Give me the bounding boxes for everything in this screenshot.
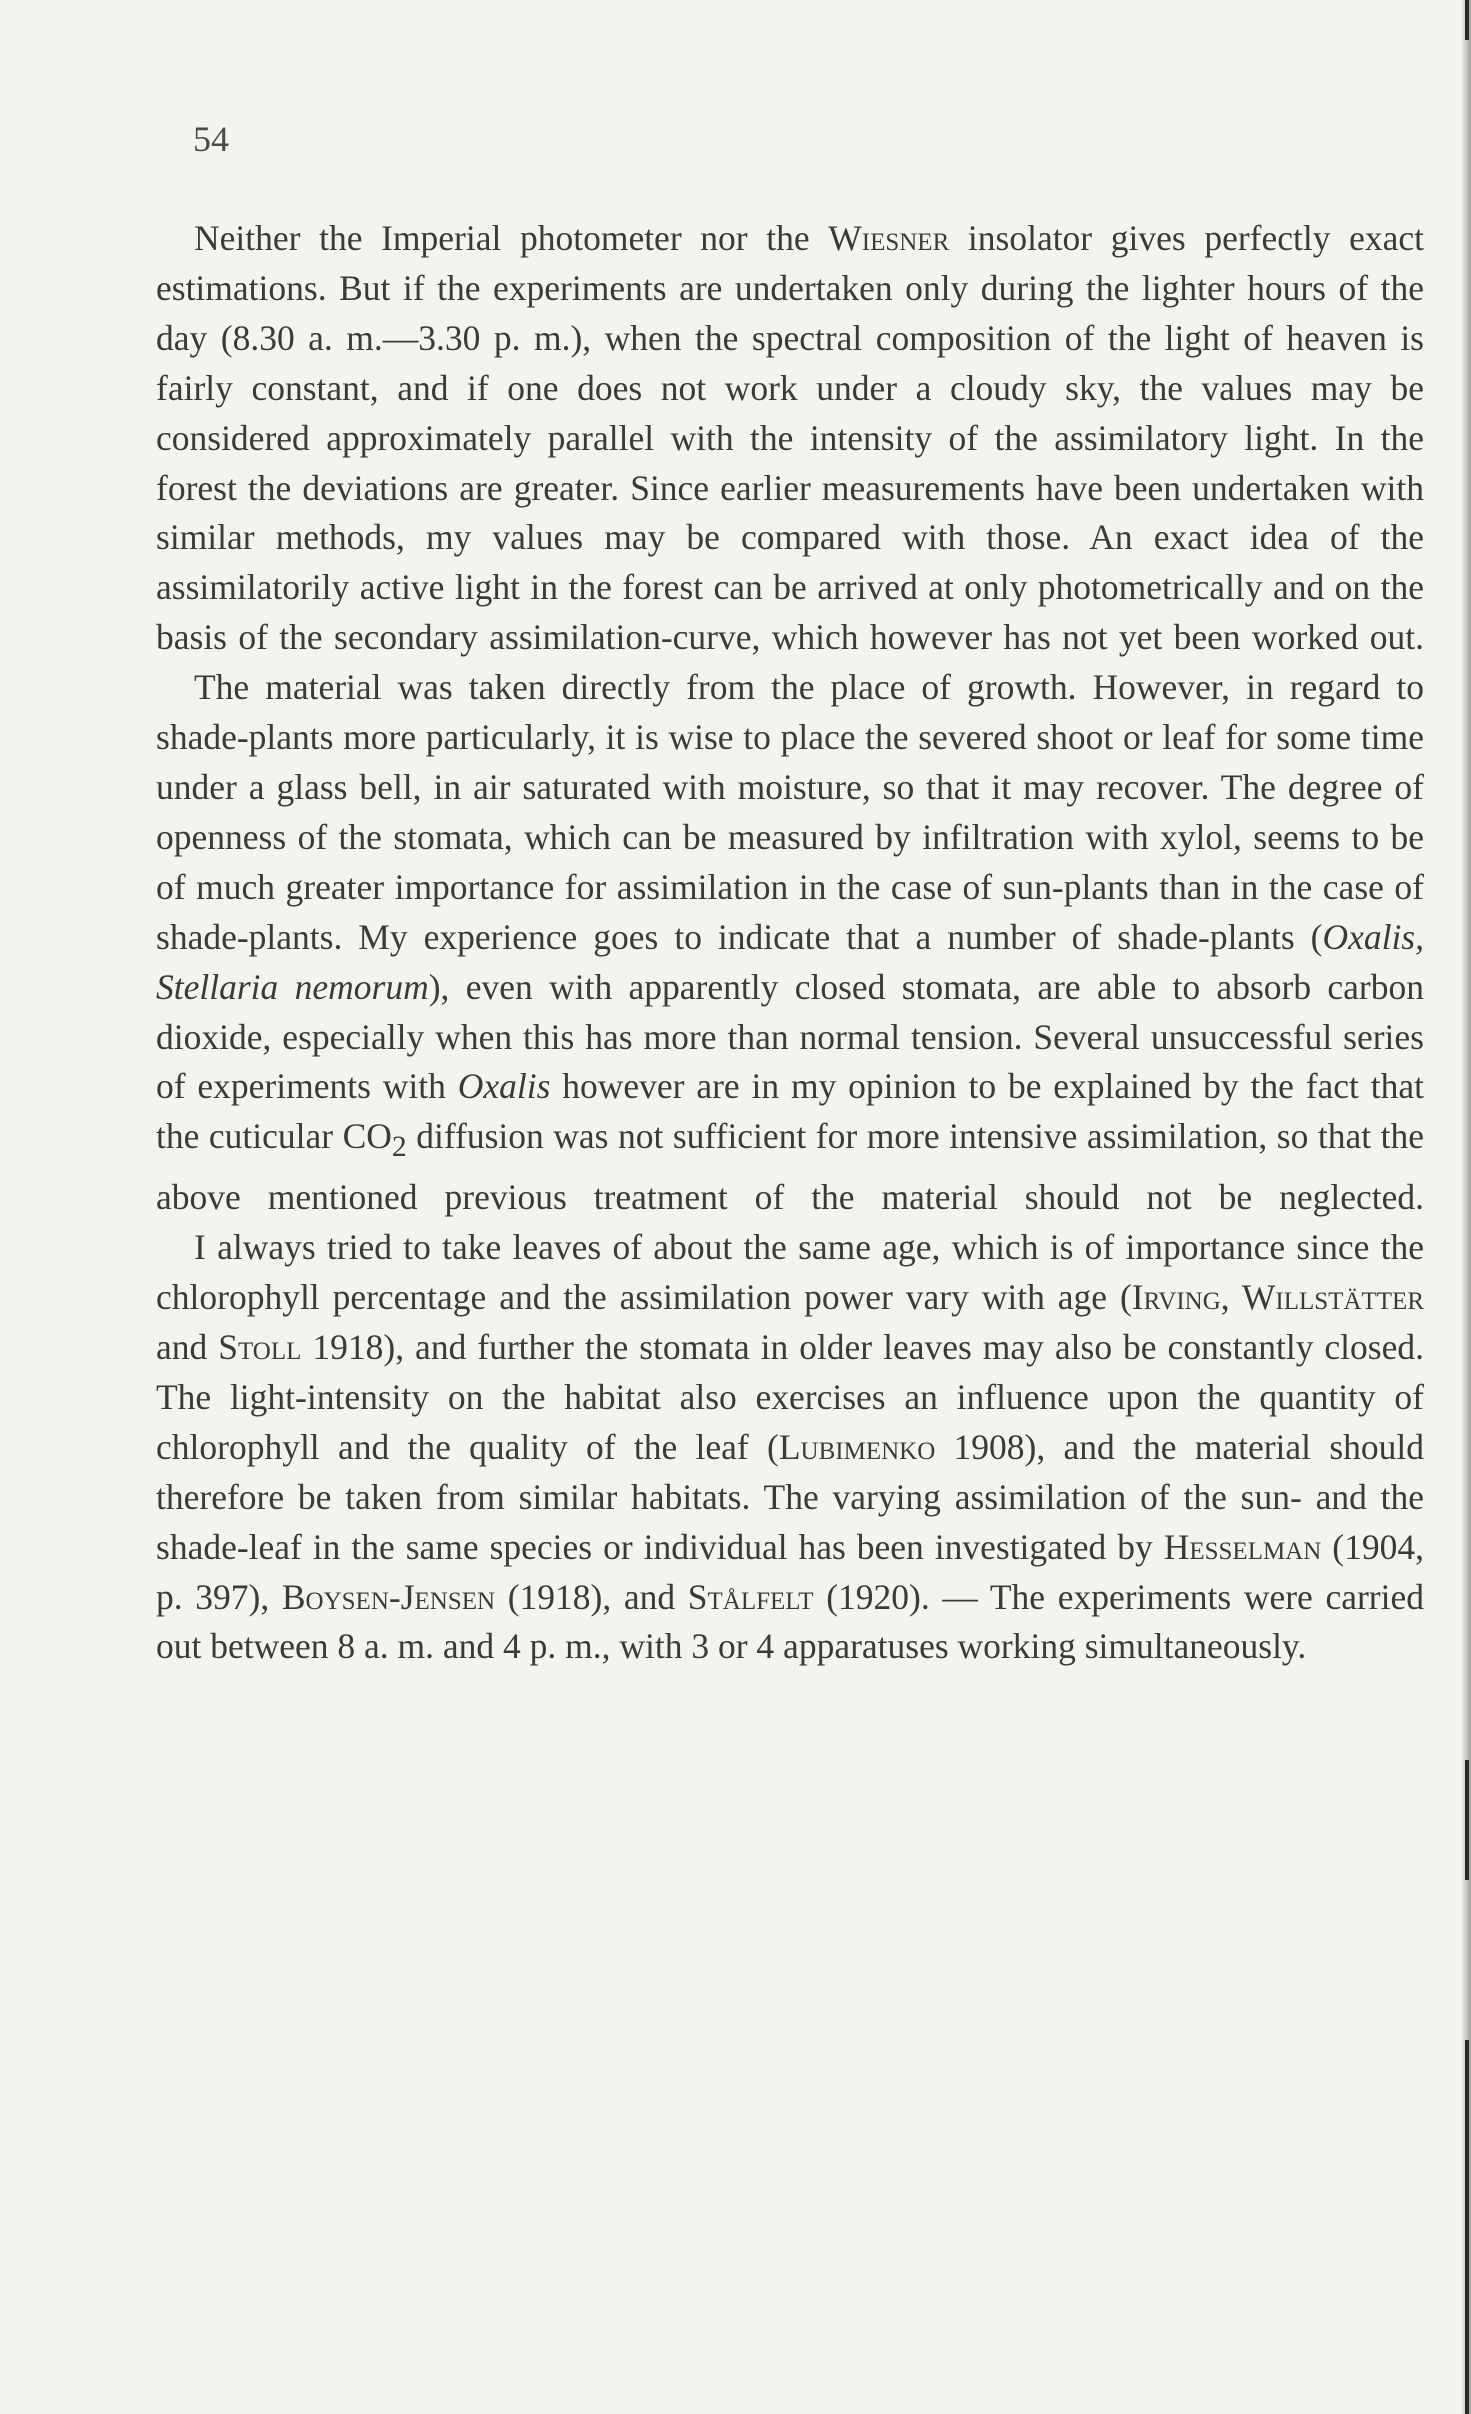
text-segment: 1908), and the material should therefore be taken from similar habitats. The varying assimilation of the sun- and the shade-leaf in the same species or individual has been investigated by [156,1426,1424,1567]
page-edge-mark [1465,2040,1469,2414]
text-segment: (1904, p. 397), [156,1526,1424,1617]
page-number: 54 [193,119,229,159]
author-name: Lubimenko [778,1426,936,1467]
author-name: Boysen-Jensen [281,1576,496,1617]
subscript: 2 [391,1131,407,1164]
author-name: Wiesner [828,218,950,258]
text-segment: I always tried to take leaves of about the same age, which is of importance since the chlorophyll percentage and the assimilation power vary with age ( [156,1227,1424,1318]
text-segment: insolator gives perfectly exact estimations. But if the experiments are undertaken only during the lighter hours of the day (8.30 a. m.—3.30 p. m.), when the spectral composition of the light of heaven is fairly constant, and if one does not work under a cloudy sky, the values may be considered approximately parallel with the intensity of the assimilatory light. In the forest the deviations are greater. Since earlier measurements have been undertaken with similar methods, my values may be compared with those. An exact idea of the assimilatorily active light in the forest can be arrived at only photometrically and on the basis of the secondary assimilation-curve, which however has not yet been worked out. [156,218,1424,658]
text-segment: ), even with apparently closed stomata, are able to absorb carbon dioxide, especially when this has more than normal tension. Several unsuccessful series of experiments with [156,966,1424,1107]
author-name: Hesselman [1163,1526,1322,1567]
text-segment: (1920). — The experiments were carried out between 8 a. m. and 4 p. m., with 3 or 4 apparatuses working simultaneously. [156,1576,1424,1667]
text-segment: The material was taken directly from the place of growth. However, in regard to shade-plants more particularly, it is wise to place the severed shoot or leaf for some time under a glass bell, in air saturated with moisture, so that it may recover. The degree of openness of the stomata, which can be measured by infiltration with xylol, seems to be of much greater importance for assimilation in the case of sun-plants than in the case of shade-plants. My experience goes to indicate that a number of shade-plants ( [156,667,1424,957]
text-segment: 1918), and further the stomata in older leaves may also be constantly closed. The light-intensity on the habitat also exercises an influence upon the quantity of chlorophyll and the quality of the leaf ( [156,1327,1424,1467]
author-name: Irving, Willstätter [1131,1277,1424,1318]
text-segment: diffusion was not sufficient for more intensive assimilation, so that the above mentioned previous treatment of the material should not be neglected. [156,1116,1425,1218]
page-edge-mark [1465,0,1469,40]
paragraph-leaves [156,1223,1424,1672]
author-name: Stoll [218,1327,302,1368]
text-segment: Neither the Imperial photometer nor the [194,218,829,258]
body-text [156,214,1424,1672]
paragraph-photometer [156,214,1424,663]
text-segment: and [156,1327,219,1368]
paragraph-material [156,663,1424,1223]
species-name: Oxalis [457,1066,551,1107]
species-name: Oxalis, Stellaria nemorum [156,916,1424,1007]
text-segment: (1918), and [495,1576,688,1617]
author-name: Stålfelt [687,1576,814,1617]
page-edge-mark [1465,1760,1469,1880]
text-segment: however are in my opinion to be explained by the fact that the cuticular CO [156,1066,1424,1157]
